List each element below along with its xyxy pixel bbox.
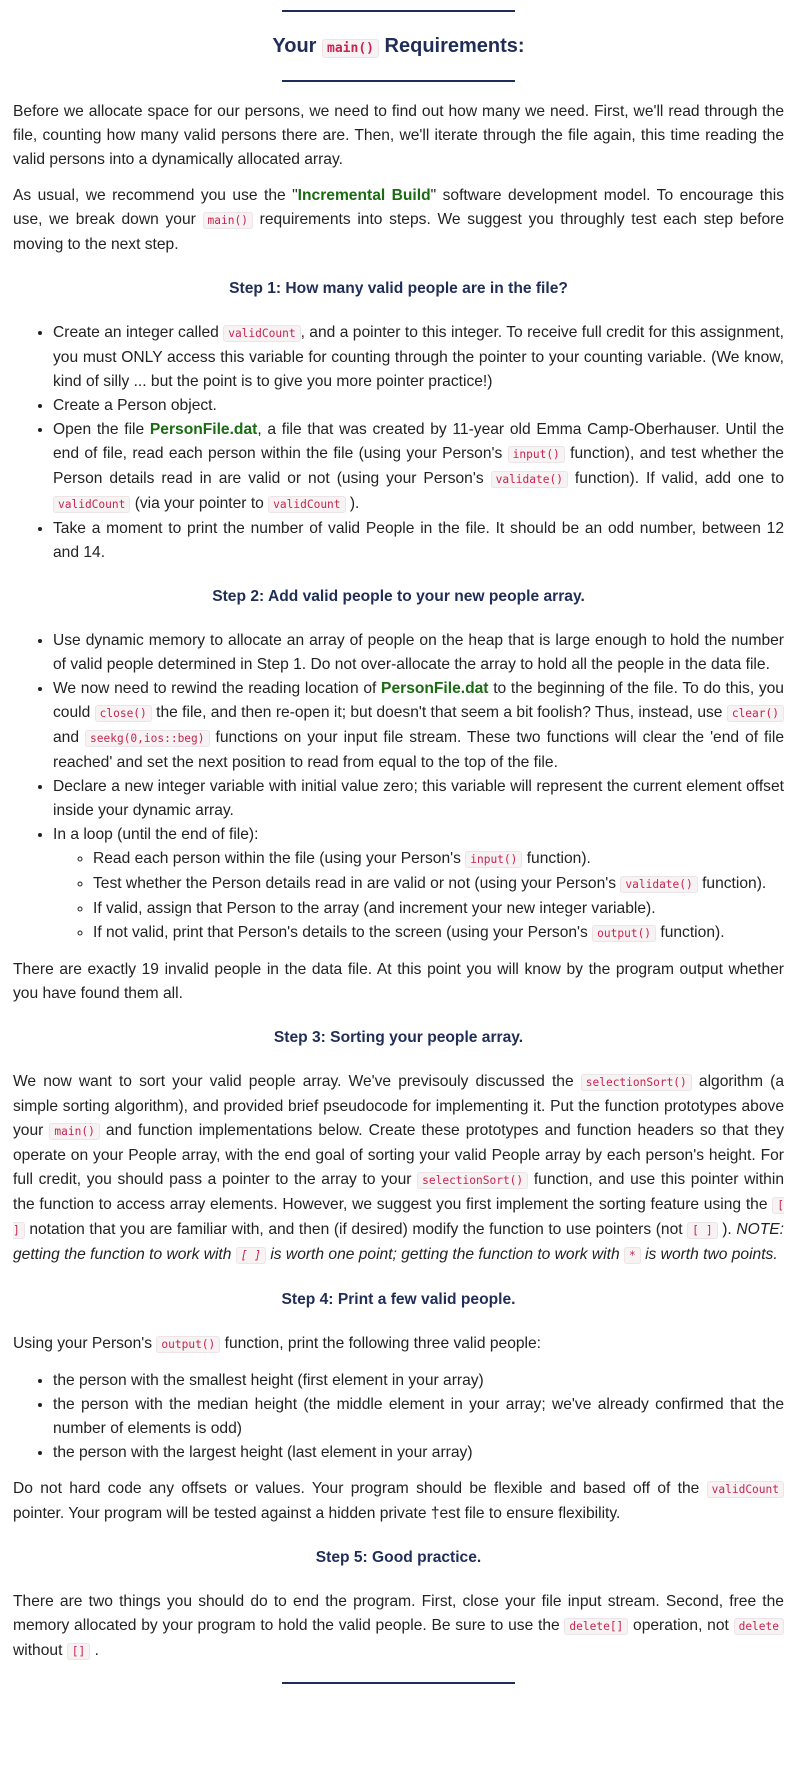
code-input: input() (465, 851, 522, 868)
top-divider (282, 10, 515, 12)
text: is worth two points. (640, 1246, 778, 1263)
text: function, and use this pointer within the function to access array elements. However, we suggest you first implement the sorting feature using the (13, 1171, 784, 1213)
list-item: • Declare a new integer variable with initial value zero; this variable will represent the current element offset inside your dynamic array. (53, 775, 784, 823)
text: function). If valid, add one to (567, 470, 784, 487)
sublist-item (93, 921, 784, 946)
title-code: main() (322, 39, 379, 58)
text: pointer. Your program will be tested against a hidden private †est file to ensure flexibility. (13, 1505, 621, 1522)
code-delete: delete (734, 1618, 784, 1635)
list-item: • Use dynamic memory to allocate an array of people on the heap that is large enough to hold the number of valid people determined in Step 1. Do not over-allocate the array to hold all the people in the data file. (53, 629, 784, 677)
code-main: main() (49, 1123, 99, 1140)
code-seekg: seekg(0,ios::beg) (85, 730, 210, 747)
step2-heading: Step 2: Add valid people to your new people array. (212, 588, 585, 605)
text: We now want to sort your valid people array. We've previsouly discussed the (13, 1073, 581, 1090)
step2-list (13, 629, 784, 946)
text: and (53, 729, 86, 746)
list-item: • the person with the median height (the middle element in your array; we've already confirmed that the number of elements is odd) (53, 1393, 784, 1441)
text: operation, not (628, 1617, 734, 1634)
intro-paragraph: Before we allocate space for our persons, we need to find out how many we need. First, we'll read through the file, counting how many valid persons there are. Then, we'll iterate through the file again, this time reading the valid persons into a dynamically allocated array. (13, 103, 784, 168)
code-asterisk: * (624, 1247, 641, 1264)
step4-after-paragraph (13, 1477, 784, 1526)
list-item (53, 418, 784, 517)
list-item: • the person with the largest height (last element in your array) (53, 1441, 784, 1465)
code-brackets: [ ] (13, 1199, 784, 1237)
incremental-build-highlight: Incremental Build (297, 187, 431, 204)
text: function). (522, 850, 591, 867)
list-item (53, 321, 784, 394)
text: function), and test whether the Person details read in are valid or not (using your Person's (53, 445, 784, 487)
code-validate: validate() (620, 876, 697, 893)
code-delete-array: delete[] (564, 1618, 628, 1635)
step3-heading: Step 3: Sorting your people array. (273, 1029, 524, 1046)
text: ). (717, 1221, 737, 1238)
code-close: close() (95, 705, 152, 722)
bottom-divider (282, 1682, 515, 1684)
step5-heading: Step 5: Good practice. (315, 1549, 482, 1566)
text: If not valid, print that Person's details to the screen (using your Person's (93, 924, 593, 941)
list-item (53, 823, 784, 946)
code-validcount: validCount (707, 1481, 784, 1498)
text: and function implementations below. Create these prototypes and function headers so that they operate on your People array, with the end goal of sorting your valid People array by each person's height. For full credit, you should pass a pointer to the array to your (13, 1122, 784, 1188)
page-title (13, 30, 784, 65)
title-prefix: Your (272, 35, 323, 57)
text: requirements into steps. We suggest you throughly test each step before moving to the next step. (13, 211, 784, 253)
text: notation that you are familiar with, and then (if desired) modify the function to use pointers (not (24, 1221, 688, 1238)
personfile-name: PersonFile.dat (381, 680, 489, 697)
code-selectionsort: selectionSort() (581, 1074, 692, 1091)
text: function, print the following three valid people: (220, 1335, 542, 1352)
text: Using your Person's (13, 1335, 157, 1352)
text: " software development model. To encourage this use, we break down your (13, 187, 784, 228)
text: without (13, 1642, 67, 1659)
list-item (53, 677, 784, 775)
code-selectionsort: selectionSort() (417, 1172, 528, 1189)
code-brackets: [ ] (236, 1247, 266, 1264)
text: algorithm (a simple sorting algorithm), and provided brief pseudocode for implementing it. Put the function prototypes above your (13, 1073, 785, 1139)
step4-list (13, 1369, 784, 1465)
text: to the beginning of the file. To do this, you could (53, 680, 784, 721)
text: function). (697, 875, 767, 892)
list-item: • the person with the smallest height (first element in your array) (53, 1369, 784, 1393)
text: In a loop (until the end of file): (53, 826, 259, 843)
code-output: output() (592, 925, 656, 942)
code-clear: clear() (727, 705, 784, 722)
step4-heading: Step 4: Print a few valid people. (281, 1291, 516, 1308)
text: , and a pointer to this integer. To receive full credit for this assignment, you must ONLY access this variable for counting through the pointer to your counting variable. (We know, kind of silly ... but the point is to give you more pointer practice!) (53, 324, 785, 390)
step5-paragraph (13, 1590, 784, 1664)
step1-list (13, 321, 784, 565)
text: . (90, 1642, 99, 1659)
code-input: input() (508, 446, 565, 463)
text: Do not hard code any offsets or values. Your program should be flexible and based off of the (13, 1480, 707, 1497)
text: Test whether the Person details read in are valid or not (using your Person's (93, 875, 621, 892)
text: We now need to rewind the reading location of (53, 680, 382, 697)
text: NOTE: getting the function to work with (13, 1221, 784, 1263)
sublist-item (93, 847, 784, 872)
code-validcount: validCount (223, 325, 300, 342)
requirements-page (0, 10, 798, 1684)
code-validate: validate() (491, 471, 568, 488)
list-item: • Take a moment to print the number of valid People in the file. It should be an odd number, between 12 and 14. (53, 517, 784, 565)
title-divider (282, 80, 515, 82)
text: As usual, we recommend you use the " (13, 187, 298, 204)
step3-paragraph (13, 1070, 784, 1268)
title-suffix: Requirements: (379, 35, 525, 57)
text: There are two things you should do to end the program. First, close your file input stream. Second, free the memory allocated by your program to hold the valid people. Be sure to use the (13, 1593, 784, 1634)
text: Read each person within the file (using your Person's (93, 850, 466, 867)
text: ). (345, 495, 360, 512)
code-brackets: [] (67, 1643, 90, 1660)
code-output: output() (156, 1336, 220, 1353)
step2-after-paragraph: There are exactly 19 invalid people in the data file. At this point you will know by the program output whether you have found them all. (13, 961, 784, 1002)
code-brackets: [ ] (687, 1222, 717, 1239)
text: the file, and then re-open it; but doesn't that seem a bit foolish? Thus, instead, use (151, 704, 727, 721)
code-main: main() (203, 212, 253, 229)
list-item: • Create a Person object. (53, 394, 784, 418)
text: is worth one point; getting the function to work with (266, 1246, 624, 1263)
loop-sublist (53, 847, 784, 946)
text: Open the file (53, 421, 150, 438)
personfile-name: PersonFile.dat (149, 421, 258, 438)
incremental-paragraph (13, 184, 784, 257)
code-validcount: validCount (53, 496, 130, 513)
text: Create an integer called (53, 324, 224, 341)
text: function). (656, 924, 725, 941)
text: functions on your input file stream. These two functions will clear the 'end of file reached' and set the next position to read from equal to the top of the file. (53, 729, 784, 771)
step4-intro (13, 1332, 784, 1357)
sublist-item: ◦ If valid, assign that Person to the array (and increment your new integer variable). (93, 897, 784, 921)
sublist-item (93, 872, 784, 897)
code-validcount: validCount (268, 496, 345, 513)
text: (via your pointer to (130, 495, 269, 512)
step1-heading: Step 1: How many valid people are in the file? (229, 280, 568, 297)
text: , a file that was created by 11-year old Emma Camp-Oberhauser. Until the end of file, read each person within the file (using your Person's (53, 421, 784, 462)
